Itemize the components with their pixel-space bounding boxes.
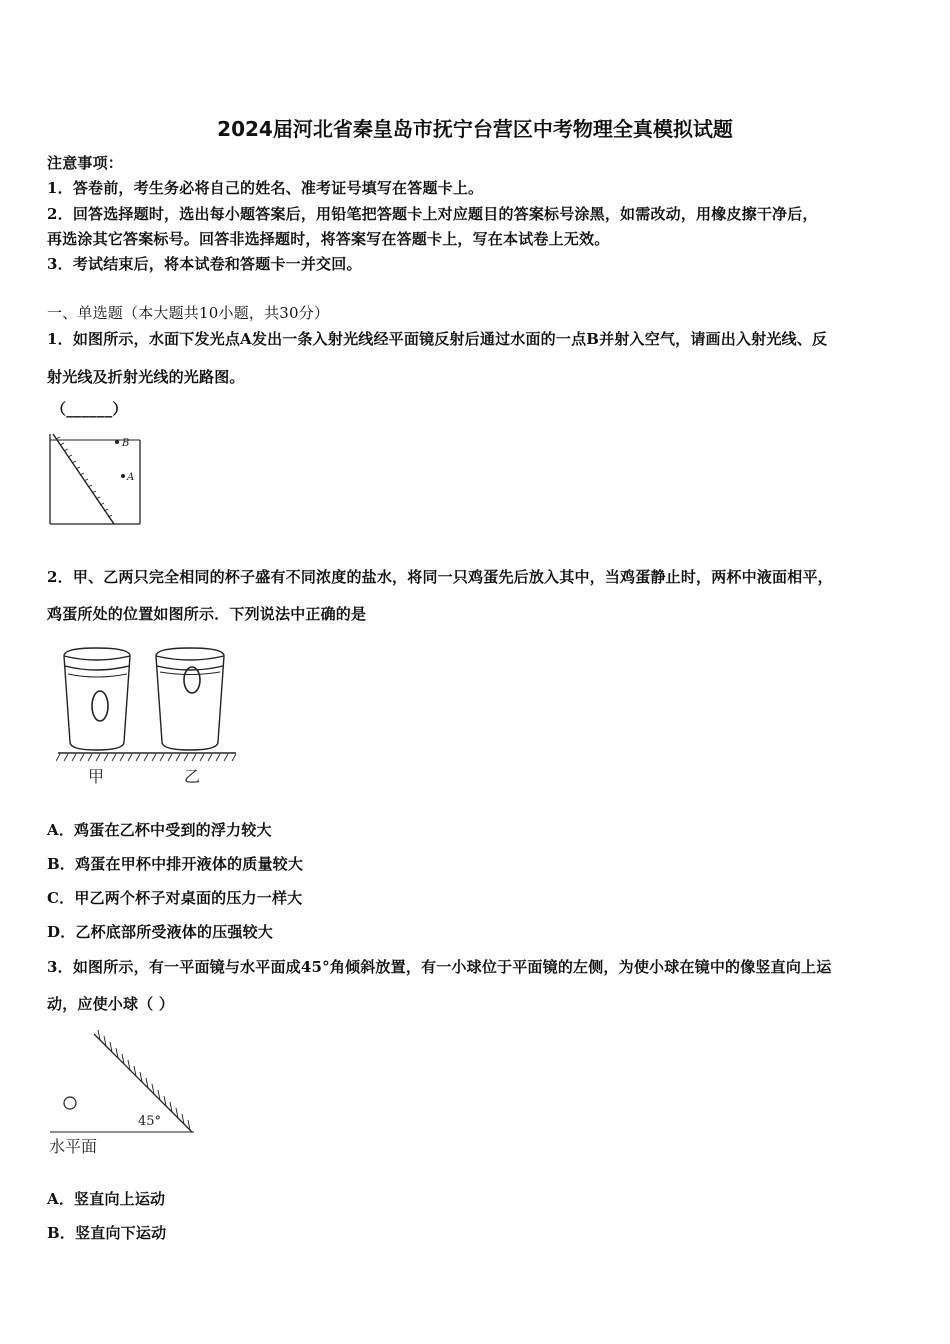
ground-label: 水平面 [49, 1137, 98, 1156]
q2-text-line2: 鸡蛋所处的位置如图所示．下列说法中正确的是 [47, 605, 367, 623]
q3-option-a: A．竖直向上运动 [47, 1190, 166, 1208]
angle-label: 45° [138, 1114, 162, 1129]
q1-figure [44, 430, 146, 528]
notice-item: 2．回答选择题时，选出每小题答案后，用铅笔把答题卡上对应题目的答案标号涂黑，如需改动，用橡皮擦干净后， [47, 205, 818, 223]
notice-item: 1．答卷前，考生务必将自己的姓名、准考证号填写在答题卡上。 [47, 179, 484, 197]
q1-text-line1: 1．如图所示，水面下发光点A发出一条入射光线经平面镜反射后通过水面的一点B并射入空气，请画出入射光线、反 [47, 330, 828, 348]
point-b-dot [115, 440, 119, 444]
notice-heading: 注意事项： [47, 154, 124, 172]
notice-item: 3．考试结束后，将本试卷和答题卡一并交回。 [47, 255, 362, 273]
q2-option-c: C．甲乙两个杯子对桌面的压力一样大 [47, 889, 303, 907]
label-b: B [122, 438, 130, 449]
cup-jia [64, 648, 130, 750]
cup-yi [156, 648, 224, 750]
point-a-dot [121, 474, 125, 478]
q3-text-line1: 3．如图所示，有一平面镜与水平面成45°角倾斜放置，有一小球位于平面镜的左侧，为使小球在镜中的像竖直向上运 [47, 958, 832, 976]
q2-option-b: B．鸡蛋在甲杯中排开液体的质量较大 [47, 855, 304, 873]
q2-text-line1: 2．甲、乙两只完全相同的杯子盛有不同浓度的盐水，将同一只鸡蛋先后放入其中，当鸡蛋静止时，两杯中液面相平， [47, 568, 833, 586]
q3-text-line2: 动，应使小球（ ） [47, 995, 175, 1013]
egg-yi [184, 667, 200, 693]
page-title: 2024届河北省秦皇岛市抚宁台营区中考物理全真模拟试题 [217, 117, 733, 141]
q1-answer-blank: （______） [51, 400, 128, 418]
label-a: A [127, 472, 135, 483]
q2-figure [56, 646, 238, 788]
label-jia: 甲 [88, 767, 105, 786]
notice-item: 再选涂其它答案标号。回答非选择题时，将答案写在答题卡上，写在本试卷上无效。 [47, 230, 610, 248]
q3-option-b: B．竖直向下运动 [47, 1224, 167, 1242]
q1-text-line2: 射光线及折射光线的光路图。 [47, 368, 245, 386]
q2-option-d: D．乙杯底部所受液体的压强较大 [47, 923, 274, 941]
q3-figure [46, 1026, 198, 1158]
section-heading: 一、单选题（本大题共10小题，共30分） [47, 304, 330, 322]
label-yi: 乙 [184, 767, 201, 786]
q2-option-a: A．鸡蛋在乙杯中受到的浮力较大 [47, 821, 272, 839]
ball [64, 1097, 76, 1109]
egg-jia [92, 691, 108, 721]
